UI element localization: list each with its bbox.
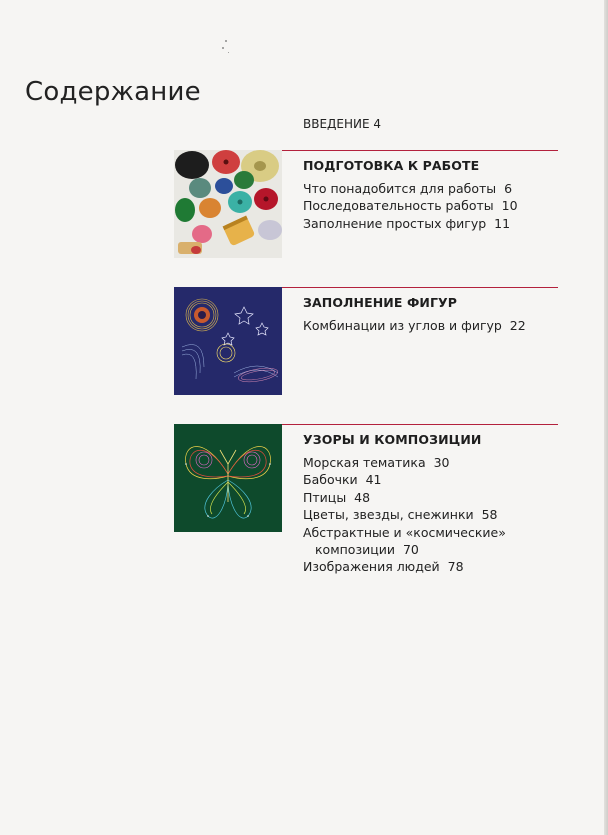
string-art-butterfly-photo xyxy=(174,424,282,532)
toc-entry-page: 10 xyxy=(501,198,518,214)
section-heading: УЗОРЫ И КОМПОЗИЦИИ xyxy=(303,432,482,447)
toc-entry[interactable] xyxy=(303,454,506,471)
toc-entry-page: 11 xyxy=(494,215,511,231)
toc-entry-page: 6 xyxy=(504,181,513,196)
toc-intro[interactable] xyxy=(303,117,381,131)
page-edge xyxy=(604,0,608,835)
toc-entry-page: 70 xyxy=(402,542,419,558)
toc-entry-page: 22 xyxy=(509,318,526,333)
toc-entry-page: 58 xyxy=(481,507,498,523)
toc-entry-title: Изображения людей xyxy=(303,559,440,575)
toc-entry[interactable] xyxy=(303,558,506,575)
toc-entry[interactable] xyxy=(303,506,506,523)
string-art-circles-photo xyxy=(174,287,282,395)
toc-entry-title: Комбинации из углов и фигур xyxy=(303,318,502,333)
toc-entry-page: 48 xyxy=(354,489,371,505)
toc-entry[interactable] xyxy=(303,524,506,541)
toc-section-patterns xyxy=(174,424,558,574)
section-heading: ПОДГОТОВКА К РАБОТЕ xyxy=(303,158,480,173)
toc-section-preparation xyxy=(174,150,558,270)
toc-entry[interactable] xyxy=(303,180,518,197)
section-items xyxy=(303,180,518,232)
toc-entry-page: 78 xyxy=(447,559,464,575)
toc-intro-title: ВВЕДЕНИЕ xyxy=(303,117,370,131)
toc-entry-page: 30 xyxy=(433,455,450,470)
toc-entry-title: Что понадобится для работы xyxy=(303,181,497,196)
toc-entry-continuation[interactable] xyxy=(303,541,506,558)
section-items xyxy=(303,454,506,576)
toc-section-filling-shapes xyxy=(174,287,558,407)
toc-entry[interactable] xyxy=(303,471,506,488)
thread-balls-photo xyxy=(174,150,282,258)
toc-entry[interactable] xyxy=(303,489,506,506)
toc-entry-title: Птицы xyxy=(303,489,347,505)
toc-entry-title: Абстрактные и «космические» xyxy=(303,524,506,540)
toc-entry-title: Бабочки xyxy=(303,472,358,488)
toc-entry[interactable] xyxy=(303,317,526,334)
toc-entry-title: Морская тематика xyxy=(303,455,426,470)
toc-entry-page: 41 xyxy=(365,472,382,488)
section-heading: ЗАПОЛНЕНИЕ ФИГУР xyxy=(303,295,458,310)
section-items xyxy=(303,317,526,334)
paper-speck xyxy=(222,47,224,49)
toc-entry[interactable] xyxy=(303,215,518,232)
paper-speck xyxy=(225,40,227,42)
toc-entry-title: Заполнение простых фигур xyxy=(303,215,487,231)
toc-entry-title: Цветы, звезды, снежинки xyxy=(303,507,474,523)
page-title: Содержание xyxy=(25,77,201,108)
toc-entry[interactable] xyxy=(303,197,518,214)
toc-entry-title: Последовательность работы xyxy=(303,198,494,214)
paper-speck xyxy=(228,52,229,53)
toc-intro-page: 4 xyxy=(373,117,382,131)
toc-entry-title: композиции xyxy=(315,542,395,558)
